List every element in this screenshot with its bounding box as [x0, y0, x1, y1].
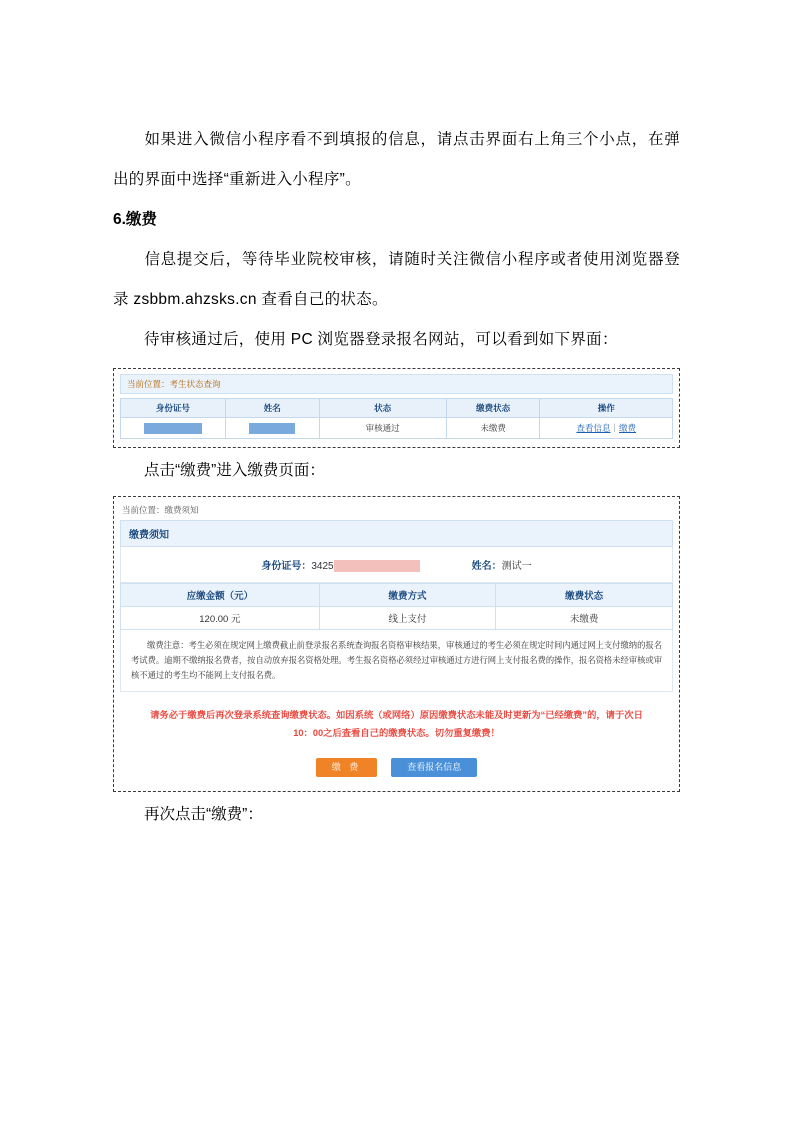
id-number-value: 3425 [311, 561, 334, 572]
paragraph-after-approval [113, 320, 680, 360]
redaction-id-number [144, 423, 202, 434]
th-name: 姓名 [225, 399, 319, 418]
section-heading-6 [113, 200, 680, 240]
screenshot-status-query [113, 368, 680, 448]
cell-name [225, 418, 319, 439]
breadcrumb-label: 当前位置： [127, 379, 170, 389]
payment-button-row [120, 752, 673, 781]
breadcrumb-status-query [120, 374, 673, 394]
th-amount-due: 应缴金额（元） [121, 584, 320, 607]
name-value: 测试一 [501, 561, 532, 572]
cell-operation [540, 418, 673, 439]
th-payment-method: 缴费方式 [319, 584, 496, 607]
caption-click-pay-again [113, 798, 680, 832]
paragraph-intro-text: 如果进入微信小程序看不到填报的信息，请点击界面右上角三个小点，在弹出的界面中选择“重新进入小程序”。 [113, 131, 680, 188]
th-id-number: 身份证号 [121, 399, 226, 418]
table-row [121, 418, 673, 439]
name-label: 姓名： [471, 561, 502, 572]
applicant-identity-row [120, 547, 673, 583]
table-header-row [121, 584, 673, 607]
redaction-name [249, 423, 295, 434]
screenshot-payment-notice [113, 496, 680, 792]
cell-payment-status: 未缴费 [496, 607, 673, 630]
breadcrumb-current: 考生状态查询 [169, 379, 221, 389]
th-pay-status: 缴费状态 [446, 399, 540, 418]
paragraph-after-approval-text: 待审核通过后，使用 PC 浏览器登录报名网站，可以看到如下界面： [144, 331, 618, 348]
breadcrumb-current-2: 缴费须知 [164, 505, 199, 515]
view-registration-info-button[interactable]: 查看报名信息 [391, 758, 477, 777]
breadcrumb-label-2: 当前位置： [122, 505, 165, 515]
table-header-row [121, 399, 673, 418]
payment-notice-text [120, 630, 673, 692]
th-payment-status: 缴费状态 [496, 584, 673, 607]
table-row [121, 607, 673, 630]
payment-notice-body: 缴费注意：考生必须在规定网上缴费截止前登录报名系统查询报名资格审核结果，审核通过的考生必须在规定时间内通过网上支付缴纳的报名考试费。逾期不缴纳报名费者，按自动放弃报名资格处理。考生报名资格必须经过审核通过方进行网上支付报名费的操作，报名资格未经审核或审核不通过的考生均不能网上支付报名费。 [131, 640, 663, 681]
document-content [113, 120, 680, 832]
th-status: 状态 [319, 399, 446, 418]
breadcrumb-payment [120, 502, 673, 520]
th-operation: 操作 [540, 399, 673, 418]
caption-click-pay-text: 点击“缴费”进入缴费页面： [144, 462, 325, 479]
paragraph-submit-info [113, 240, 680, 320]
cell-id-number [121, 418, 226, 439]
status-table [120, 398, 673, 439]
cell-status: 审核通过 [319, 418, 446, 439]
section-heading-6-text: 6.缴费 [113, 211, 157, 228]
link-view-info[interactable]: 查看信息 [576, 423, 611, 433]
cell-amount-due: 120.00 元 [121, 607, 320, 630]
paragraph-intro [113, 120, 680, 200]
redaction-id-tail [334, 560, 420, 572]
pay-button[interactable]: 缴 费 [316, 758, 378, 777]
paragraph-submit-info-text: 信息提交后，等待毕业院校审核，请随时关注微信小程序或者使用浏览器登录 zsbbm.ahzsks.cn 查看自己的状态。 [113, 251, 680, 308]
cell-pay-status: 未缴费 [446, 418, 540, 439]
caption-click-pay [113, 454, 680, 488]
payment-warning-text: 请务必于缴费后再次登录系统查询缴费状态。如因系统（或网络）原因缴费状态未能及时更新为“已经缴费”的，请于次日10：00之后查看自己的缴费状态。切勿重复缴费！ [150, 710, 643, 739]
id-number-label: 身份证号： [261, 561, 312, 572]
cell-payment-method: 线上支付 [319, 607, 496, 630]
link-pay[interactable]: 缴费 [619, 423, 637, 433]
caption-click-pay-again-text: 再次点击“缴费”： [144, 806, 263, 824]
operation-separator: ｜ [610, 423, 619, 433]
panel-title-payment-notice: 缴费须知 [120, 520, 673, 547]
payment-table [120, 583, 673, 630]
